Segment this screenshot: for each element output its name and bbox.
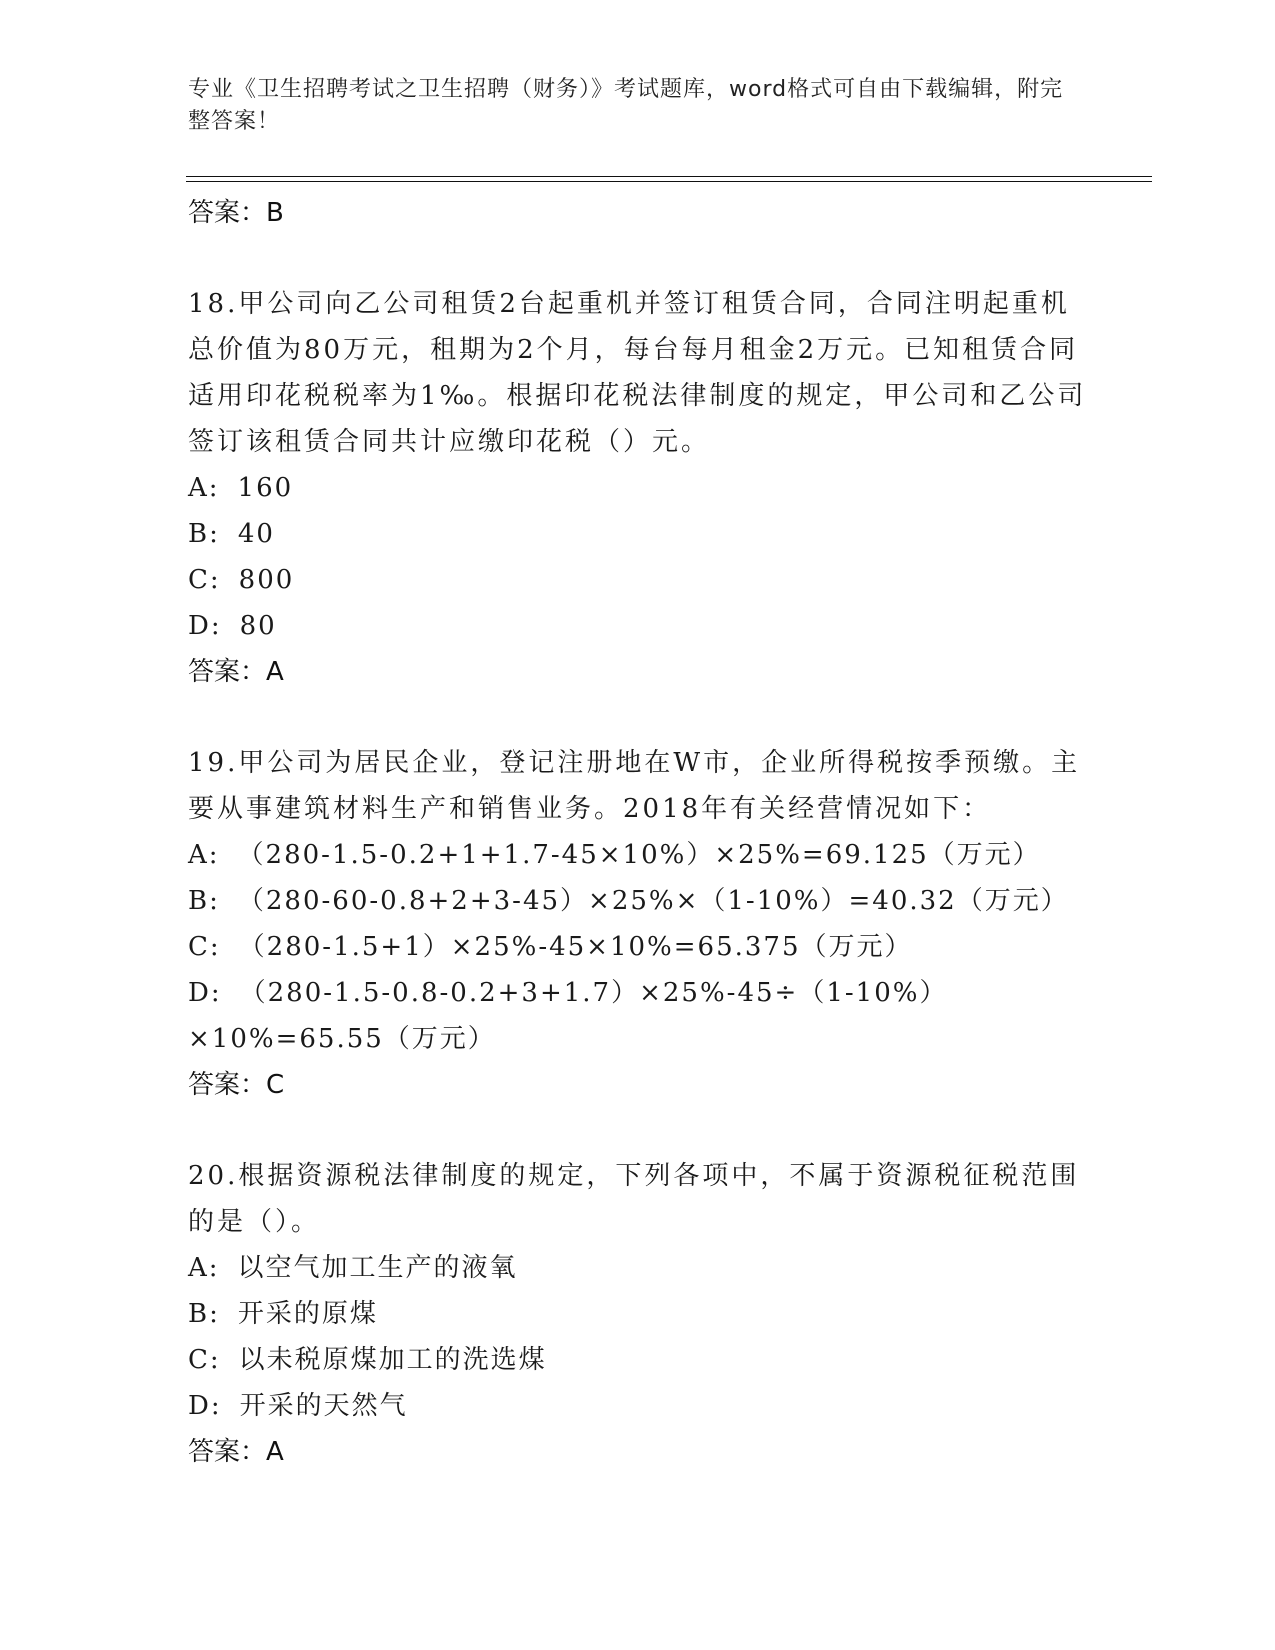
option-letter: D:: [188, 1391, 222, 1421]
option-d: [188, 603, 1088, 649]
header-divider-bottom: [186, 181, 1152, 182]
option-text: 40: [237, 519, 275, 549]
option-text: （280-60-0.8+2+3-45）×25%×（1-10%）=40.32（万元）: [237, 886, 1069, 916]
option-text: （280-1.5-0.2+1+1.7-45×10%）×25%=69.125（万元）: [237, 840, 1041, 870]
option-letter: D:: [188, 611, 222, 641]
option-c: [188, 1337, 1088, 1383]
question-text: 19.甲公司为居民企业，登记注册地在W市，企业所得税按季预缴。主要从事建筑材料生产和销售业务。2018年有关经营情况如下：: [188, 748, 1081, 824]
option-text: （280-1.5-0.8-0.2+3+1.7）×25%-45÷（1-10%）×10%=65.55（万元）: [188, 978, 948, 1054]
answer-line: 答案：B: [188, 198, 284, 228]
header-divider-top: [186, 176, 1152, 177]
question-text: 18.甲公司向乙公司租赁2台起重机并签订租赁合同，合同注明起重机总价值为80万元，租期为2个月，每台每月租金2万元。已知租赁合同适用印花税税率为1‰。根据印花税法律制度的规定，甲公司和乙公司签订该租赁合同共计应缴印花税（）元。: [188, 289, 1087, 457]
document-body: [188, 190, 1088, 1475]
option-text: 以空气加工生产的液氧: [237, 1253, 518, 1283]
option-letter: A:: [188, 1253, 220, 1283]
document-header: 专业《卫生招聘考试之卫生招聘（财务）》考试题库，word格式可自由下载编辑，附完整答案！: [188, 77, 1064, 134]
option-d: [188, 970, 1088, 1062]
option-text: （280-1.5+1）×25%-45×10%=65.375（万元）: [238, 932, 913, 962]
question-20: [188, 1153, 1088, 1475]
option-letter: B:: [188, 1299, 220, 1329]
option-text: 160: [237, 473, 294, 503]
option-b: [188, 878, 1088, 924]
option-letter: B:: [188, 886, 220, 916]
option-b: [188, 1291, 1088, 1337]
option-letter: C:: [188, 565, 221, 595]
answer-line: 答案：A: [188, 657, 284, 687]
option-a: [188, 465, 1088, 511]
answer-line: 答案：C: [188, 1070, 285, 1100]
option-a: [188, 832, 1088, 878]
option-text: 以未税原煤加工的洗选煤: [238, 1345, 547, 1375]
question-text: 20.根据资源税法律制度的规定，下列各项中，不属于资源税征税范围的是（）。: [188, 1161, 1080, 1237]
option-a: [188, 1245, 1088, 1291]
option-letter: C:: [188, 932, 221, 962]
option-text: 开采的原煤: [237, 1299, 378, 1329]
option-letter: A:: [188, 840, 220, 870]
option-text: 80: [239, 611, 277, 641]
answer-line: 答案：A: [188, 1437, 284, 1467]
option-c: [188, 924, 1088, 970]
question-18: [188, 281, 1088, 695]
option-letter: C:: [188, 1345, 221, 1375]
option-b: [188, 511, 1088, 557]
option-letter: D:: [188, 978, 222, 1008]
option-letter: B:: [188, 519, 220, 549]
option-text: 开采的天然气: [239, 1391, 408, 1421]
option-c: [188, 557, 1088, 603]
option-letter: A:: [188, 473, 220, 503]
option-text: 800: [238, 565, 295, 595]
option-d: [188, 1383, 1088, 1429]
question-19: [188, 740, 1088, 1108]
